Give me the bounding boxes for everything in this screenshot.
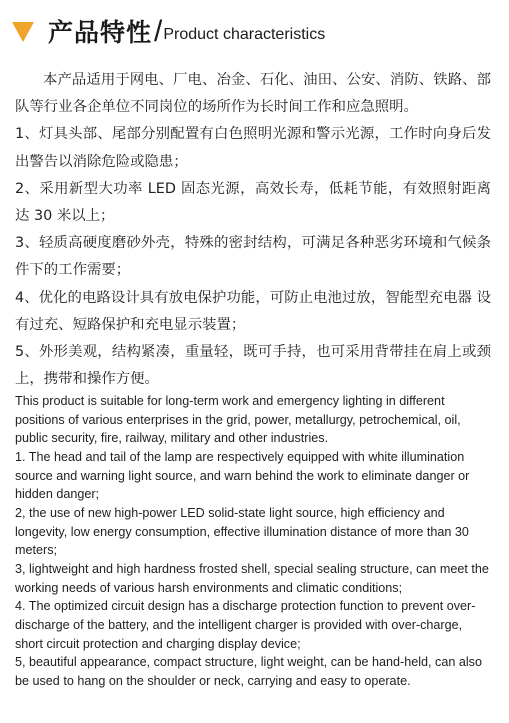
section-header (10, 10, 500, 52)
chinese-item-1: 1、灯具头部、尾部分别配置有白色照明光源和警示光源，工作时向身后发出警告以消除危险或隐患； (15, 126, 491, 170)
chinese-description (15, 67, 491, 393)
triangle-down-icon (12, 22, 34, 42)
english-item-1: 1. The head and tail of the lamp are respectively equipped with white illumination source and warning light source, and warn behind the work to eliminate danger or hidden danger; (15, 449, 470, 502)
english-intro: This product is suitable for long-term work and emergency lighting in different positions of various enterprises in the grid, power, metallurgy, petrochemical, oil, public security, fire, railway, military and other industries. (15, 394, 461, 446)
chinese-item-3: 3、轻质高硬度磨砂外壳，特殊的密封结构，可满足各种恶劣环境和气候条件下的工作需要； (15, 235, 491, 279)
english-description (15, 392, 493, 691)
chinese-item-4: 4、优化的电路设计具有放电保护功能，可防止电池过放，智能型充电器 设有过充、短路保护和充电显示装置； (15, 289, 491, 333)
chinese-intro: 本产品适用于网电、厂电、冶金、石化、油田、公安、消防、铁路、部队等行业各企单位不同岗位的场所作为长时间工作和应急照明。 (15, 72, 491, 116)
chinese-item-5: 5、外形美观，结构紧凑，重量轻，既可手持，也可采用背带挂在肩上或颈上，携带和操作方便。 (15, 344, 491, 388)
english-item-4: 4. The optimized circuit design has a discharge protection function to prevent over-discharge of the battery, and the intelligent charger is provided with over-charge, short circuit protection and charging display device; (15, 599, 476, 651)
chinese-item-2: 2、采用新型大功率 LED 固态光源，高效长寿，低耗节能，有效照射距离达 30 米以上； (15, 180, 491, 225)
english-item-5: 5, beautiful appearance, compact structure, light weight, can be hand-held, can also be used to hang on the shoulder or neck, carrying and easy to operate. (15, 655, 482, 688)
english-item-2: 2, the use of new high-power LED solid-state light source, high efficiency and longevity, low energy consumption, effective illumination distance of more than 30 meters; (15, 505, 469, 558)
english-item-3: 3, lightweight and high hardness frosted shell, special sealing structure, can meet the working needs of various harsh environments and climatic conditions; (15, 561, 489, 595)
title-separator: / (154, 15, 163, 48)
title-english: Product characteristics (163, 25, 326, 43)
title-chinese: 产品特性 (48, 18, 153, 47)
